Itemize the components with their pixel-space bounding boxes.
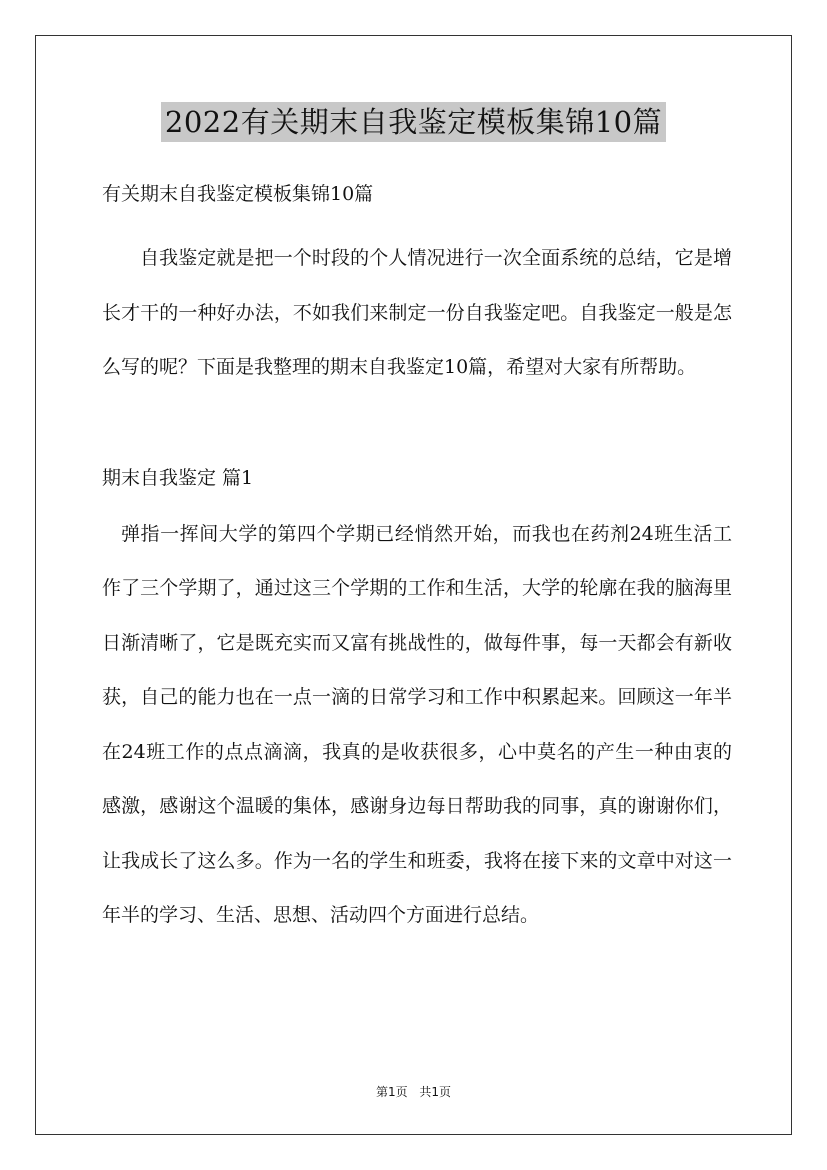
page-number: 第1页 xyxy=(375,1085,408,1099)
section-heading: 期末自我鉴定 篇1 xyxy=(102,466,254,489)
section-paragraph: 弹指一挥间大学的第四个学期已经悄然开始，而我也在药剂24班生活工作了三个学期了，通过这三个学期的工作和生活，大学的轮廓在我的脑海里日渐清晰了，它是既充实而又富有挑战性的，做每件事，每一天都会有新收获，自己的能力也在一点一滴的日常学习和工作中积累起来。回顾这一年半在24班工作的点点滴滴，我真的是收获很多，心中莫名的产生一种由衷的感激，感谢这个温暖的集体，感谢身边每日帮助我的同事，真的谢谢你们，让我成长了这么多。作为一名的学生和班委，我将在接下来的文章中对这一年半的学习、生活、思想、活动四个方面进行总结。 xyxy=(102,522,732,926)
page-total: 共1页 xyxy=(419,1085,452,1099)
document-subtitle: 有关期末自我鉴定模板集锦10篇 xyxy=(102,183,374,205)
title-container xyxy=(0,102,827,142)
document-body xyxy=(102,175,732,943)
document-title: 2022有关期末自我鉴定模板集锦10篇 xyxy=(161,102,666,142)
page-footer xyxy=(0,1083,827,1100)
intro-paragraph: 自我鉴定就是把一个时段的个人情况进行一次全面系统的总结，它是增长才干的一种好办法，不如我们来制定一份自我鉴定吧。自我鉴定一般是怎么写的呢？下面是我整理的期末自我鉴定10篇，希望对大家有所帮助。 xyxy=(102,247,732,378)
